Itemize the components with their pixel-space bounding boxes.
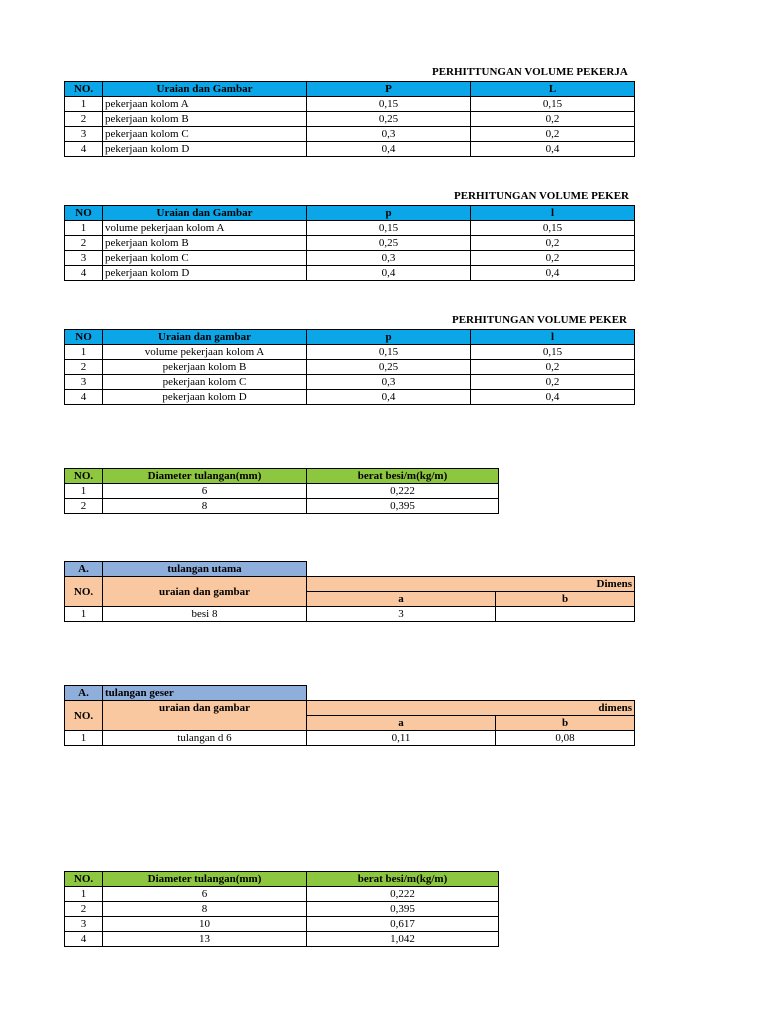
cell-p: 0,3 xyxy=(307,375,471,390)
empty-cell xyxy=(307,562,635,577)
cell-l: 0,2 xyxy=(471,360,635,375)
table-row xyxy=(65,266,635,281)
cell-uraian: tulangan d 6 xyxy=(103,731,307,746)
header-berat: berat besi/m(kg/m) xyxy=(307,872,499,887)
cell-uraian: volume pekerjaan kolom A xyxy=(103,345,307,360)
cell-l: 0,2 xyxy=(471,127,635,142)
cell-l: 0,2 xyxy=(471,251,635,266)
cell-p: 0,25 xyxy=(307,236,471,251)
cell-a: 0,11 xyxy=(307,731,496,746)
table-row xyxy=(65,390,635,405)
section-title: tulangan geser xyxy=(103,686,307,701)
cell-no: 1 xyxy=(65,345,103,360)
table-row xyxy=(65,607,635,622)
cell-diameter: 6 xyxy=(103,887,307,902)
cell-b xyxy=(496,607,635,622)
cell-no: 1 xyxy=(65,887,103,902)
cell-berat: 0,395 xyxy=(307,902,499,917)
cell-no: 3 xyxy=(65,917,103,932)
table-row xyxy=(65,142,635,157)
cell-uraian: pekerjaan kolom B xyxy=(103,112,307,127)
cell-no: 2 xyxy=(65,902,103,917)
section-letter: A. xyxy=(65,562,103,577)
cell-uraian: pekerjaan kolom B xyxy=(103,236,307,251)
cell-no: 1 xyxy=(65,484,103,499)
table-row xyxy=(65,97,635,112)
cell-b: 0,08 xyxy=(496,731,635,746)
cell-no: 4 xyxy=(65,266,103,281)
header-uraian: Uraian dan Gambar xyxy=(103,82,307,97)
table-row xyxy=(65,236,635,251)
section-letter: A. xyxy=(65,686,103,701)
table-row xyxy=(65,375,635,390)
header-a: a xyxy=(307,592,496,607)
table3-title: PERHITUNGAN VOLUME PEKER xyxy=(452,314,627,326)
cell-l: 0,2 xyxy=(471,112,635,127)
section-title: tulangan utama xyxy=(103,562,307,577)
header-l: l xyxy=(471,206,635,221)
header-no: NO xyxy=(65,330,103,345)
volume-table-2 xyxy=(64,205,635,281)
header-row xyxy=(65,872,499,887)
header-row xyxy=(65,206,635,221)
cell-uraian: pekerjaan kolom D xyxy=(103,390,307,405)
cell-uraian: pekerjaan kolom D xyxy=(103,266,307,281)
header-dimensi: Dimens xyxy=(307,577,635,592)
header-p: P xyxy=(307,82,471,97)
cell-p: 0,4 xyxy=(307,390,471,405)
section-row xyxy=(65,562,635,577)
cell-l: 0,15 xyxy=(471,221,635,236)
table-row xyxy=(65,731,635,746)
header-diameter: Diameter tulangan(mm) xyxy=(103,872,307,887)
cell-p: 0,3 xyxy=(307,127,471,142)
cell-l: 0,4 xyxy=(471,266,635,281)
cell-no: 1 xyxy=(65,607,103,622)
header-row xyxy=(65,330,635,345)
header-l: l xyxy=(471,330,635,345)
header-row xyxy=(65,577,635,592)
cell-l: 0,4 xyxy=(471,142,635,157)
cell-uraian: pekerjaan kolom C xyxy=(103,251,307,266)
header-no: NO. xyxy=(65,577,103,607)
cell-diameter: 10 xyxy=(103,917,307,932)
cell-uraian: besi 8 xyxy=(103,607,307,622)
cell-uraian: pekerjaan kolom B xyxy=(103,360,307,375)
cell-l: 0,15 xyxy=(471,345,635,360)
table-row xyxy=(65,917,499,932)
cell-p: 0,15 xyxy=(307,345,471,360)
cell-berat: 0,222 xyxy=(307,484,499,499)
table-row xyxy=(65,902,499,917)
cell-diameter: 8 xyxy=(103,499,307,514)
cell-no: 3 xyxy=(65,127,103,142)
cell-no: 2 xyxy=(65,360,103,375)
header-dimensi: dimens xyxy=(307,701,635,716)
header-no: NO. xyxy=(65,469,103,484)
volume-table-3 xyxy=(64,329,635,405)
shear-rebar-table xyxy=(64,685,635,746)
cell-no: 1 xyxy=(65,97,103,112)
table-row xyxy=(65,112,635,127)
table-row xyxy=(65,127,635,142)
header-row xyxy=(65,701,635,716)
header-l: L xyxy=(471,82,635,97)
rebar-weight-table-1 xyxy=(64,468,499,514)
cell-p: 0,25 xyxy=(307,112,471,127)
header-a: a xyxy=(307,716,496,731)
cell-uraian: pekerjaan kolom C xyxy=(103,127,307,142)
cell-no: 3 xyxy=(65,375,103,390)
cell-no: 4 xyxy=(65,932,103,947)
header-no: NO. xyxy=(65,872,103,887)
table1-title: PERHITTUNGAN VOLUME PEKERJA xyxy=(432,66,628,78)
table-row xyxy=(65,887,499,902)
header-uraian: Uraian dan gambar xyxy=(103,330,307,345)
header-b: b xyxy=(496,716,635,731)
main-rebar-table xyxy=(64,561,635,622)
cell-uraian: pekerjaan kolom A xyxy=(103,97,307,112)
cell-l: 0,4 xyxy=(471,390,635,405)
cell-berat: 0,395 xyxy=(307,499,499,514)
cell-no: 1 xyxy=(65,221,103,236)
header-b: b xyxy=(496,592,635,607)
table-row xyxy=(65,484,499,499)
cell-no: 2 xyxy=(65,499,103,514)
table-row xyxy=(65,221,635,236)
cell-p: 0,15 xyxy=(307,221,471,236)
empty-cell xyxy=(307,686,635,701)
table-row xyxy=(65,251,635,266)
section-row xyxy=(65,686,635,701)
header-row xyxy=(65,82,635,97)
cell-no: 1 xyxy=(65,731,103,746)
header-no: NO xyxy=(65,206,103,221)
table2-title: PERHITUNGAN VOLUME PEKER xyxy=(454,190,629,202)
cell-p: 0,15 xyxy=(307,97,471,112)
cell-berat: 1,042 xyxy=(307,932,499,947)
cell-no: 4 xyxy=(65,142,103,157)
header-uraian: uraian dan gambar xyxy=(103,577,307,607)
cell-p: 0,4 xyxy=(307,142,471,157)
cell-no: 2 xyxy=(65,236,103,251)
header-row xyxy=(65,469,499,484)
table-row xyxy=(65,499,499,514)
header-p: p xyxy=(307,206,471,221)
table-row xyxy=(65,932,499,947)
cell-diameter: 13 xyxy=(103,932,307,947)
rebar-weight-table-2 xyxy=(64,871,499,947)
cell-berat: 0,617 xyxy=(307,917,499,932)
cell-p: 0,25 xyxy=(307,360,471,375)
cell-l: 0,15 xyxy=(471,97,635,112)
header-no: NO. xyxy=(65,82,103,97)
header-berat: berat besi/m(kg/m) xyxy=(307,469,499,484)
cell-no: 2 xyxy=(65,112,103,127)
cell-uraian: pekerjaan kolom D xyxy=(103,142,307,157)
table-row xyxy=(65,360,635,375)
volume-table-1 xyxy=(64,81,635,157)
cell-uraian: pekerjaan kolom C xyxy=(103,375,307,390)
table-row xyxy=(65,345,635,360)
header-diameter: Diameter tulangan(mm) xyxy=(103,469,307,484)
cell-diameter: 8 xyxy=(103,902,307,917)
cell-no: 3 xyxy=(65,251,103,266)
cell-diameter: 6 xyxy=(103,484,307,499)
cell-p: 0,4 xyxy=(307,266,471,281)
header-no: NO. xyxy=(65,701,103,731)
cell-l: 0,2 xyxy=(471,375,635,390)
cell-p: 0,3 xyxy=(307,251,471,266)
cell-berat: 0,222 xyxy=(307,887,499,902)
header-uraian: uraian dan gambar xyxy=(103,701,307,731)
cell-a: 3 xyxy=(307,607,496,622)
header-p: p xyxy=(307,330,471,345)
header-uraian: Uraian dan Gambar xyxy=(103,206,307,221)
cell-l: 0,2 xyxy=(471,236,635,251)
cell-uraian: volume pekerjaan kolom A xyxy=(103,221,307,236)
cell-no: 4 xyxy=(65,390,103,405)
